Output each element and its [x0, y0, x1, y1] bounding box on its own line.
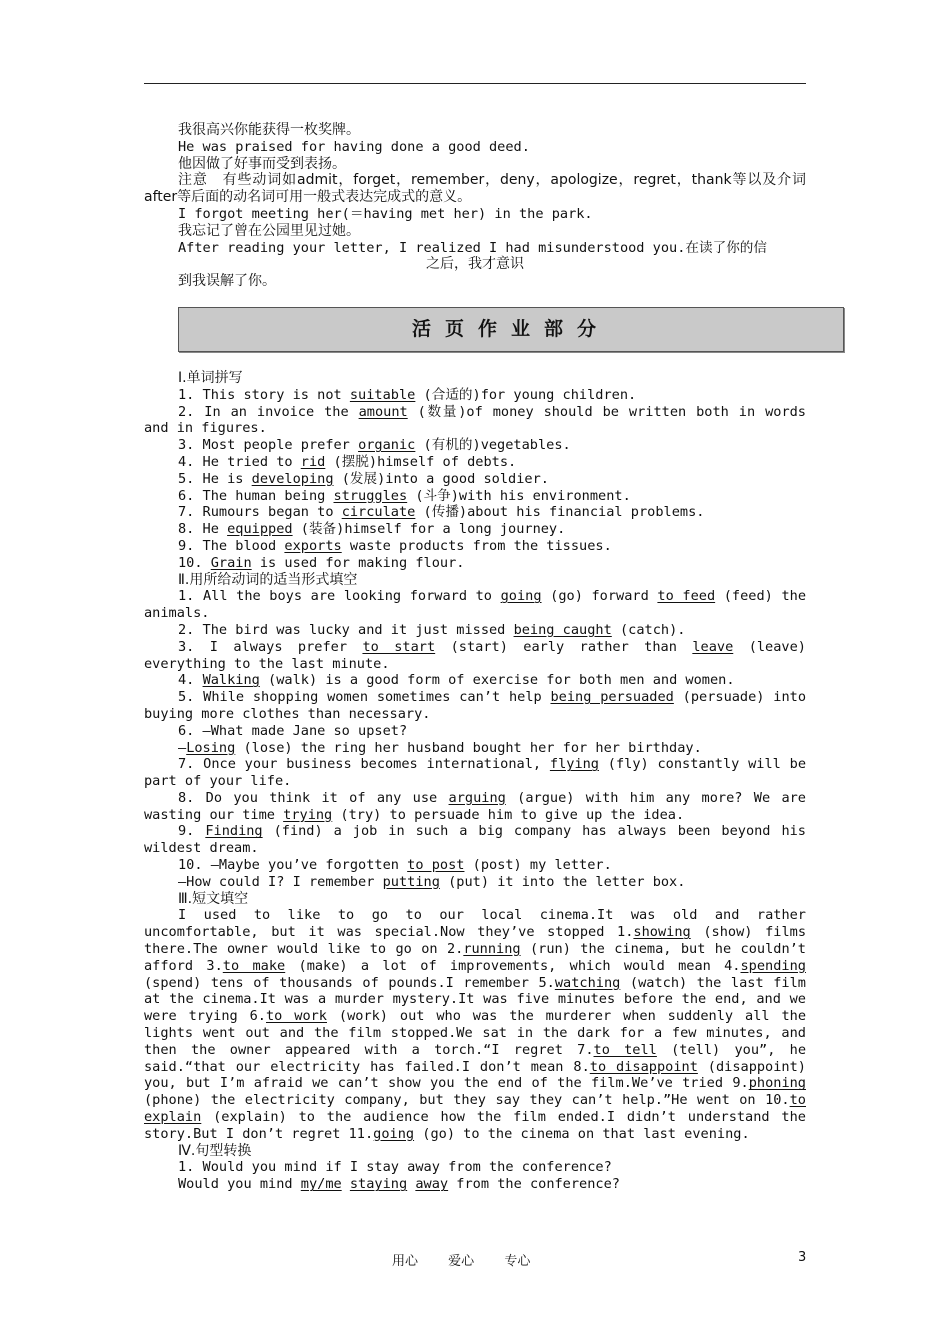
page-body	[144, 122, 806, 1193]
text-segment: 8. Do you think it of any use	[178, 789, 449, 806]
text-line: He was praised for having done a good deed.	[178, 138, 530, 155]
text-segment: (leave) everything to the last minute.	[144, 638, 806, 672]
answer-blank: amount	[358, 403, 408, 420]
text-segment: 5. While shopping women sometimes can’t help	[178, 689, 551, 706]
text-segment: 8. He	[178, 521, 228, 538]
answer-blank: Finding	[205, 823, 263, 840]
text-segment: —	[178, 739, 187, 756]
answer-blank: trying	[283, 806, 333, 823]
answer-blank: to make	[222, 957, 286, 974]
exercise-item: 6. —What made Jane so upset?	[178, 722, 408, 739]
text-segment: 9.	[178, 823, 206, 840]
answer-blank: to explain	[144, 1092, 806, 1126]
answer-blank: to start	[362, 638, 436, 655]
text-segment: 7. Once your business becomes international,	[178, 756, 550, 773]
answer-blank: circulate	[341, 504, 416, 521]
text-segment: (feed) the animals.	[144, 588, 807, 622]
answer-blank: flying	[549, 756, 599, 773]
answer-blank: phoning	[748, 1075, 806, 1092]
text-segment: (fly) constantly will be part of your life.	[144, 756, 806, 790]
text-segment: (explain) to the audience how the film ended.I didn’t understand the story.But I don’t regret 11.	[144, 1109, 806, 1142]
answer-blank: rid	[300, 453, 326, 470]
text-segment: 4. He tried to	[178, 453, 301, 470]
answer-blank: being caught	[513, 621, 612, 638]
answer-blank: Losing	[186, 739, 236, 756]
exercise-item	[144, 823, 806, 857]
text-segment: (persuade) into buying more clothes than necessary.	[144, 689, 807, 722]
answer-blank: spending	[740, 957, 806, 974]
text-line: 到我误解了你。	[178, 273, 276, 290]
footer-motto	[392, 1250, 556, 1269]
exercise-item	[144, 740, 806, 757]
exercise-item	[144, 538, 806, 555]
exercise-item	[144, 874, 806, 891]
text-segment: is used for making flour.	[251, 554, 465, 571]
text-segment: (put) it into the letter box.	[439, 873, 686, 890]
text-segment: (run) the cinema, but he couldn’t afford 3.	[144, 941, 806, 974]
text-segment: (有机的)vegetables.	[415, 437, 571, 454]
answer-blank: putting	[382, 873, 440, 890]
exercise-item	[144, 404, 806, 438]
text-segment: (show) films there.The owner would like to go on 2.	[144, 924, 806, 958]
answer-blank: to tell	[593, 1041, 657, 1058]
exercise-item	[144, 790, 806, 824]
text-segment: (合适的)for young children.	[415, 386, 637, 403]
answer-blank: to disappoint	[589, 1058, 698, 1075]
exercise-item	[144, 504, 806, 521]
text-segment: (摆脱)himself of debts.	[325, 453, 517, 470]
text-segment: (装备)himself for a long journey.	[292, 521, 566, 538]
section-title: Ⅰ.单词拼写	[178, 369, 243, 386]
exercise-item	[144, 488, 806, 505]
text-segment: (go) to the cinema on that last evening.	[414, 1125, 750, 1142]
text-segment: (try) to persuade him to give up the idea.	[332, 806, 685, 823]
text-line: 我很高兴你能获得一枚奖牌。	[178, 122, 360, 138]
exercise-item	[144, 387, 806, 404]
text-segment: 2. The bird was lucky and it just missed	[178, 621, 514, 638]
text-segment: (find) a job in such a big company has always been beyond his wildest dream.	[144, 823, 806, 857]
answer-blank: running	[463, 941, 521, 958]
exercise-item	[144, 454, 806, 471]
answer-blank: away	[415, 1176, 449, 1193]
text-segment: (发展)into a good soldier.	[333, 470, 549, 487]
answer-blank: suitable	[349, 386, 416, 403]
answer-blank: going	[500, 588, 542, 605]
text-segment: —How could I? I remember	[178, 873, 383, 890]
answer-blank: staying	[349, 1176, 408, 1193]
answer-blank: exports	[284, 537, 342, 554]
answer-blank: my/me	[300, 1176, 342, 1193]
exercise-item	[144, 521, 806, 538]
text-line: 我忘记了曾在公园里见过她。	[178, 222, 360, 239]
section-banner	[178, 307, 844, 352]
text-segment: (post) my letter.	[464, 857, 612, 874]
text-segment: (go) forward	[541, 588, 658, 605]
answer-blank: being persuaded	[550, 689, 674, 706]
text-segment: (phone) the electricity company, but they say they can’t help.”He went on 10.	[144, 1092, 790, 1109]
text-segment: 6. The human being	[178, 487, 334, 504]
text-segment: (disappoint) you, but I’m afraid we can’t show you the end of the film.We’ve tried 9.	[144, 1058, 806, 1092]
footer-word: 用心	[392, 1254, 419, 1269]
exercise-item	[144, 471, 806, 488]
text-segment: 3. I always prefer	[178, 638, 363, 655]
section-title: Ⅳ.句型转换	[178, 1142, 252, 1159]
text-segment	[342, 1176, 350, 1192]
text-segment: waste products from the tissues.	[341, 537, 612, 554]
text-segment: (spend) tens of thousands of pounds.I remember 5.	[144, 974, 555, 991]
text-segment: 9. The blood	[178, 537, 285, 554]
page-number: 3	[798, 1250, 807, 1265]
word-spelling-list	[144, 387, 806, 572]
text-segment: (catch).	[611, 621, 686, 638]
text-segment: (work) out who was the murderer when suddenly all the lights went out and the film stopped.We sat in the dark for a few minutes, and then the owner appeared with a torch.“I regret 7.	[144, 1008, 806, 1058]
answer-blank: showing	[633, 924, 691, 941]
exercise-item	[144, 588, 806, 622]
text-segment: (start) early rather than	[435, 638, 693, 655]
text-segment: 10. —Maybe you’ve forgotten	[178, 857, 408, 874]
text-segment: (make) a lot of improvements, which would mean 4.	[285, 957, 741, 974]
section-title: Ⅱ.用所给动词的适当形式填空	[178, 571, 358, 588]
text-segment: (传播)about his financial problems.	[415, 504, 705, 521]
text-line: 他因做了好事而受到表扬。	[178, 155, 346, 172]
exercise-item	[144, 639, 806, 673]
text-segment: 1. This story is not	[178, 386, 350, 403]
text-segment: (watch) the last film at the cinema.It was a murder mystery.It was five minutes before the end, and we were trying 6.	[144, 974, 806, 1025]
answer-blank: going	[373, 1125, 415, 1142]
text-line: 之后，我才意识	[426, 256, 524, 273]
text-segment: 1. All the boys are looking forward to	[178, 588, 501, 605]
text-segment: (斗争)with his environment.	[407, 487, 631, 504]
footer-word: 专心	[504, 1254, 531, 1269]
exercise-item	[144, 437, 806, 454]
answer-blank: struggles	[333, 487, 408, 504]
footer-word: 爱心	[448, 1254, 475, 1269]
text-segment: (argue) with him any more? We are wasting our time	[144, 789, 806, 823]
answer-blank: Grain	[210, 554, 252, 571]
answer-blank: to work	[266, 1008, 327, 1025]
text-line: I forgot meeting her(＝having met her) in the park.	[178, 205, 593, 222]
answer-blank: arguing	[448, 789, 506, 806]
exercise-item	[144, 622, 806, 639]
text-segment: (walk) is a good form of exercise for both men and women.	[259, 672, 735, 689]
text-segment: 10.	[178, 554, 211, 571]
banner-title: 活页作业部分	[411, 318, 610, 341]
answer-blank: organic	[358, 437, 416, 454]
answer-blank: to post	[407, 857, 465, 874]
answer-blank: to feed	[657, 588, 716, 605]
exercise-item	[144, 756, 806, 790]
text-segment: from the conference?	[448, 1176, 620, 1193]
text-segment: 2. In an invoice the	[178, 403, 359, 420]
exercise-item	[144, 555, 806, 572]
exercise-item	[144, 689, 806, 723]
exercise-item	[144, 1176, 806, 1193]
text-segment: Would you mind	[178, 1176, 301, 1193]
section-title: Ⅲ.短文填空	[178, 890, 249, 907]
note-paragraph: 注意 有些动词如admit，forget，remember，deny，apologize，regret，thank等以及介词after等后面的动名词可用一般式表达完成式的意义。	[144, 172, 806, 206]
exercise-item: 1. Would you mind if I stay away from the conference?	[178, 1159, 612, 1176]
cloze-passage	[144, 907, 806, 1142]
answer-blank: Walking	[202, 672, 260, 689]
answer-blank: watching	[554, 974, 621, 991]
text-segment: I used to like to go to our local cinema.It was old and rather uncomfortable, but it was special.Now they’ve stopped 1.	[144, 907, 806, 941]
text-segment: 7. Rumours began to	[178, 504, 342, 521]
exercise-item	[144, 672, 806, 689]
text-segment: (数量)of money should be written both in words and in figures.	[144, 403, 806, 437]
exercise-item	[144, 857, 806, 874]
text-line: After reading your letter, I realized I had misunderstood you.在读了你的信	[178, 239, 767, 256]
header-rule	[144, 83, 806, 84]
text-segment: 4.	[178, 672, 203, 689]
text-segment: 3. Most people prefer	[178, 437, 359, 454]
text-segment: (tell) you”, he said.“that our electricity has failed.I don’t mean 8.	[144, 1041, 807, 1075]
answer-blank: developing	[251, 470, 334, 487]
answer-blank: leave	[692, 638, 734, 655]
text-segment: 5. He is	[178, 470, 252, 487]
text-segment: (lose) the ring her husband bought her for her birthday.	[235, 739, 702, 756]
answer-blank: equipped	[227, 521, 293, 538]
